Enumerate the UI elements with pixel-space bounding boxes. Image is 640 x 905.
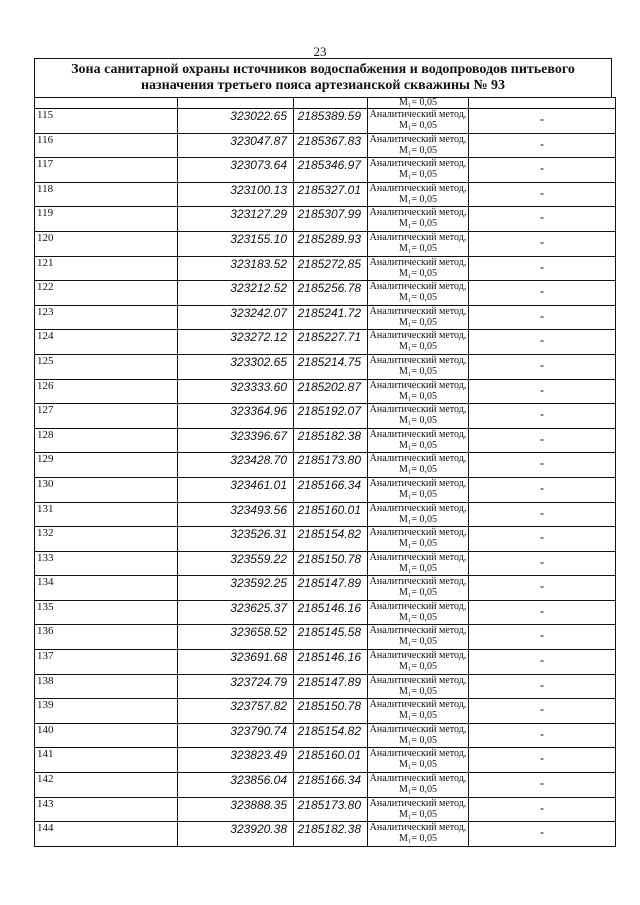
table-row [35,207,616,232]
method-label: Аналитический метод, [369,576,467,588]
method-label: Аналитический метод, [369,551,467,563]
method-cell [368,158,469,183]
y-coordinate: 2185146.16 [294,650,368,675]
point-number: 128 [35,428,178,453]
point-number: 140 [35,723,178,748]
y-coordinate: 2185192.07 [294,404,368,429]
method-value: M₁= 0,05 [398,390,438,402]
point-number: 122 [35,281,178,306]
method-value: M₁= 0,05 [398,144,438,156]
method-cell [368,305,469,330]
method-cell [368,600,469,625]
table-row [35,305,616,330]
point-number: 131 [35,502,178,527]
method-cell [368,256,469,281]
method-cell [368,354,469,379]
method-value: M₁= 0,05 [398,120,438,131]
point-number: 129 [35,453,178,478]
point-number: 127 [35,404,178,429]
x-coordinate: 323047.87 [178,133,294,158]
table-row [35,551,616,576]
point-number: 126 [35,379,178,404]
error-cell: - [469,453,616,478]
method-label: Аналитический метод, [369,404,467,416]
method-label: Аналитический метод, [369,305,467,317]
method-label: Аналитический метод, [369,453,467,465]
table-row [35,723,616,748]
method-label: Аналитический метод, [369,428,467,440]
method-cell [368,109,469,134]
x-coordinate: 323526.31 [178,527,294,552]
error-cell: - [469,576,616,601]
error-cell: - [469,699,616,724]
method-label: Аналитический метод, [369,527,467,539]
method-value: M₁= 0,05 [398,218,438,230]
continued-method-cell: M₁= 0,05 [368,98,469,109]
point-number: 120 [35,231,178,256]
method-value: M₁= 0,05 [398,784,438,796]
table-row [35,354,616,379]
method-value: M₁= 0,05 [398,562,438,574]
method-label: Аналитический метод, [369,797,467,809]
x-coordinate: 323888.35 [178,797,294,822]
y-coordinate: 2185289.93 [294,231,368,256]
method-label: Аналитический метод, [369,600,467,612]
error-cell: - [469,527,616,552]
y-coordinate: 2185214.75 [294,354,368,379]
method-value: M₁= 0,05 [398,636,438,648]
coordinates-table [34,97,616,847]
point-number: 123 [35,305,178,330]
x-coordinate: 323183.52 [178,256,294,281]
table-row [35,453,616,478]
method-label: Аналитический метод, [369,773,467,785]
error-cell: - [469,600,616,625]
error-cell: - [469,502,616,527]
error-cell: - [469,674,616,699]
method-cell [368,231,469,256]
method-cell [368,527,469,552]
table-row [35,502,616,527]
error-cell: - [469,182,616,207]
method-value: M₁= 0,05 [398,759,438,771]
point-number: 121 [35,256,178,281]
method-cell [368,674,469,699]
table-row [35,600,616,625]
x-coordinate: 323658.52 [178,625,294,650]
point-number: 132 [35,527,178,552]
error-cell: - [469,305,616,330]
y-coordinate: 2185166.34 [294,773,368,798]
method-value: M₁= 0,05 [398,661,438,673]
y-coordinate: 2185327.01 [294,182,368,207]
table-row [35,699,616,724]
method-value: M₁= 0,05 [398,611,438,623]
method-label: Аналитический метод, [369,207,467,219]
y-coordinate: 2185160.01 [294,502,368,527]
method-cell [368,723,469,748]
error-cell: - [469,256,616,281]
point-number: 124 [35,330,178,355]
point-number: 141 [35,748,178,773]
y-coordinate: 2185241.72 [294,305,368,330]
x-coordinate: 323212.52 [178,281,294,306]
method-label: Аналитический метод, [369,699,467,711]
y-coordinate: 2185256.78 [294,281,368,306]
method-cell [368,699,469,724]
error-cell: - [469,650,616,675]
point-number: 142 [35,773,178,798]
method-label: Аналитический метод, [369,158,467,170]
x-coordinate: 323493.56 [178,502,294,527]
x-coordinate: 323127.29 [178,207,294,232]
point-number: 134 [35,576,178,601]
table-row [35,330,616,355]
method-value: M₁= 0,05 [398,439,438,451]
method-cell [368,379,469,404]
x-coordinate: 323856.04 [178,773,294,798]
method-value: M₁= 0,05 [398,365,438,377]
y-coordinate: 2185154.82 [294,527,368,552]
method-cell [368,281,469,306]
y-coordinate: 2185166.34 [294,477,368,502]
y-coordinate: 2185346.97 [294,158,368,183]
method-label: Аналитический метод, [369,231,467,243]
method-label: Аналитический метод, [369,674,467,686]
y-coordinate: 2185173.80 [294,453,368,478]
error-cell: - [469,207,616,232]
point-number: 139 [35,699,178,724]
method-value: M₁= 0,05 [398,341,438,353]
method-cell [368,576,469,601]
method-value: M₁= 0,05 [398,488,438,500]
method-label: Аналитический метод, [369,477,467,489]
error-cell: - [469,109,616,134]
method-value: M₁= 0,05 [398,169,438,181]
method-label: Аналитический метод, [369,748,467,760]
y-coordinate: 2185146.16 [294,600,368,625]
error-cell: - [469,404,616,429]
table-row [35,576,616,601]
table-row [35,773,616,798]
x-coordinate: 323920.38 [178,822,294,847]
error-cell: - [469,330,616,355]
error-cell: - [469,477,616,502]
y-coordinate: 2185150.78 [294,699,368,724]
document-sheet [34,58,612,847]
error-cell: - [469,281,616,306]
error-cell: - [469,797,616,822]
error-cell: - [469,822,616,847]
method-label: Аналитический метод, [369,256,467,268]
method-label: Аналитический метод, [369,822,467,834]
table-row [35,625,616,650]
method-cell [368,625,469,650]
error-cell: - [469,133,616,158]
method-cell [368,404,469,429]
method-value: M₁= 0,05 [398,242,438,254]
x-coordinate: 323242.07 [178,305,294,330]
table-row [35,231,616,256]
method-value: M₁= 0,05 [398,415,438,427]
table-row [35,404,616,429]
method-label: Аналитический метод, [369,650,467,662]
x-coordinate: 323461.01 [178,477,294,502]
y-coordinate: 2185227.71 [294,330,368,355]
page-number: 23 [313,44,327,59]
y-coordinate: 2185272.85 [294,256,368,281]
method-value: M₁= 0,05 [398,538,438,550]
method-label: Аналитический метод, [369,182,467,194]
table-row [35,527,616,552]
x-coordinate: 323073.64 [178,158,294,183]
y-coordinate: 2185150.78 [294,551,368,576]
y-coordinate: 2185147.89 [294,674,368,699]
method-cell [368,453,469,478]
x-coordinate: 323396.67 [178,428,294,453]
point-number: 133 [35,551,178,576]
method-value: M₁= 0,05 [398,267,438,279]
point-number: 130 [35,477,178,502]
y-coordinate: 2185145.58 [294,625,368,650]
point-number: 143 [35,797,178,822]
y-coordinate: 2185307.99 [294,207,368,232]
method-cell [368,207,469,232]
method-value: M₁= 0,05 [398,292,438,304]
method-value: M₁= 0,05 [398,513,438,525]
point-number: 125 [35,354,178,379]
table-row [35,748,616,773]
table-row [35,281,616,306]
table-row [35,674,616,699]
method-value: M₁= 0,05 [398,833,438,845]
error-cell: - [469,773,616,798]
method-cell [368,182,469,207]
point-number: 135 [35,600,178,625]
x-coordinate: 323592.25 [178,576,294,601]
x-coordinate: 323757.82 [178,699,294,724]
table-row [35,182,616,207]
x-coordinate: 323155.10 [178,231,294,256]
x-coordinate: 323790.74 [178,723,294,748]
table-row [35,109,616,134]
method-label: Аналитический метод, [369,133,467,145]
method-cell [368,773,469,798]
point-number: 138 [35,674,178,699]
method-label: Аналитический метод, [369,354,467,366]
y-coordinate: 2185154.82 [294,723,368,748]
x-coordinate: 323022.65 [178,109,294,134]
table-row [35,822,616,847]
point-number: 136 [35,625,178,650]
x-coordinate: 323428.70 [178,453,294,478]
y-coordinate: 2185182.38 [294,428,368,453]
point-number: 144 [35,822,178,847]
table-row [35,477,616,502]
method-cell [368,330,469,355]
y-coordinate: 2185367.83 [294,133,368,158]
method-value: M₁= 0,05 [398,734,438,746]
error-cell: - [469,748,616,773]
y-coordinate: 2185389.59 [294,109,368,134]
method-label: Аналитический метод, [369,109,467,120]
method-label: Аналитический метод, [369,625,467,637]
point-number: 118 [35,182,178,207]
method-value: M₁= 0,05 [398,193,438,205]
point-number: 119 [35,207,178,232]
method-cell [368,650,469,675]
x-coordinate: 323364.96 [178,404,294,429]
method-cell [368,133,469,158]
x-coordinate: 323724.79 [178,674,294,699]
method-label: Аналитический метод, [369,379,467,391]
method-label: Аналитический метод, [369,723,467,735]
error-cell: - [469,231,616,256]
point-number: 115 [35,109,178,134]
x-coordinate: 323333.60 [178,379,294,404]
table-row [35,256,616,281]
table-row [35,797,616,822]
table-row [35,158,616,183]
error-cell: - [469,379,616,404]
y-coordinate: 2185160.01 [294,748,368,773]
method-cell [368,822,469,847]
error-cell: - [469,625,616,650]
point-number: 137 [35,650,178,675]
method-cell [368,502,469,527]
method-value: M₁= 0,05 [398,808,438,820]
table-row [35,133,616,158]
method-value: M₁= 0,05 [398,710,438,722]
x-coordinate: 323100.13 [178,182,294,207]
error-cell: - [469,428,616,453]
x-coordinate: 323302.65 [178,354,294,379]
x-coordinate: 323625.37 [178,600,294,625]
method-cell [368,428,469,453]
method-cell [368,748,469,773]
error-cell: - [469,158,616,183]
y-coordinate: 2185202.87 [294,379,368,404]
method-label: Аналитический метод, [369,330,467,342]
x-coordinate: 323559.22 [178,551,294,576]
method-cell [368,477,469,502]
method-cell [368,551,469,576]
method-label: Аналитический метод, [369,281,467,293]
method-value: M₁= 0,05 [398,685,438,697]
table-row [35,379,616,404]
method-value: M₁= 0,05 [398,464,438,476]
method-label: Аналитический метод, [369,502,467,514]
point-number: 117 [35,158,178,183]
method-value: M₁= 0,05 [398,587,438,599]
y-coordinate: 2185147.89 [294,576,368,601]
error-cell: - [469,354,616,379]
method-cell [368,797,469,822]
y-coordinate: 2185182.38 [294,822,368,847]
error-cell: - [469,551,616,576]
error-cell: - [469,723,616,748]
x-coordinate: 323823.49 [178,748,294,773]
x-coordinate: 323272.12 [178,330,294,355]
table-row [35,428,616,453]
continued-row [35,98,616,109]
table-title: Зона санитарной охраны источников водоспабжения и водопроводов питьевого назначения третьего пояса артезианской скважины № 93 [34,58,612,97]
x-coordinate: 323691.68 [178,650,294,675]
method-value: M₁= 0,05 [398,316,438,328]
point-number: 116 [35,133,178,158]
table-row [35,650,616,675]
y-coordinate: 2185173.80 [294,797,368,822]
